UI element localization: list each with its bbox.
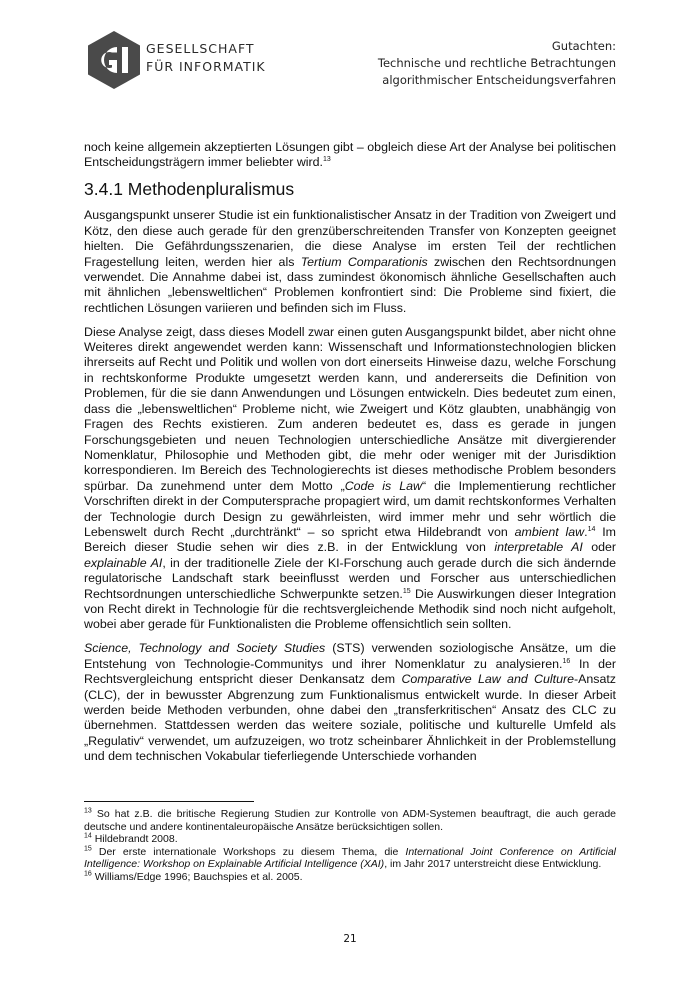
main-content <box>84 140 616 765</box>
footnote-divider <box>84 801 254 802</box>
intro-paragraph: noch keine allgemein akzeptierten Lösungen gibt – obgleich diese Art der Analyse bei politischen Entscheidungsträgern immer beliebter wird.$^{13}$ <box>84 140 616 170</box>
page-header <box>0 0 700 100</box>
footnote-ref-14[interactable]: 14 <box>587 525 596 533</box>
footnote-13: $^{13}$ So hat z.B. die britische Regierung Studien zur Kontrolle von ADM-Systemen beauftragt, die auch gerade deutsche und andere kontinentaleuropäische Ansätze berücksichtigen sollen. <box>84 807 616 833</box>
footnote-16: $^{16}$ Williams/Edge 1996; Bauchspies et al. 2005. <box>84 870 303 883</box>
footnote-15: $^{15}$ Der erste internationale Workshops zu diesem Thema, die International Joint Conference on Artificial Intelligence: Workshop on Explainable Artificial Intelligence (XAI), im Jahr 2017 unterstreicht diese Entwicklung. <box>84 845 617 871</box>
footnotes <box>84 808 616 884</box>
page-number: 21 <box>343 933 357 945</box>
footnote-ref-13[interactable]: 13 <box>322 156 331 164</box>
org-line-2: FÜR INFORMATIK <box>146 59 266 74</box>
doc-title-line-2: Technische und rechtliche Betrachtungen <box>377 56 616 70</box>
footnote-ref-15[interactable]: 15 <box>402 587 411 595</box>
org-line-1: GESELLSCHAFT <box>146 41 255 56</box>
footnote-ref-16[interactable]: 16 <box>562 657 571 665</box>
doc-title-line-3: algorithmischer Entscheidungsverfahren <box>382 73 616 87</box>
paragraph-1: Ausgangspunkt unserer Studie ist ein funktionalistischer Ansatz in der Tradition von Zweigert und Kötz, den diese auch gerade für den grenzüberschreitenden Transfer von Konzepten geeignet hielten. Die Gefährdungsszenarien, die diese Analyse im ersten Teil der rechtlichen Fragestellung leiten, werden hier als Tertium Comparationis zwischen den Rechtsordnungen verwendet. Die Annahme dabei ist, dass zumindest ökonomisch ähnliche Gesellschaften auch mit ähnlichen „lebensweltlichen“ Problemen konfrontiert sind: Die Probleme sind fixiert, die rechtlichen Lösungen variieren und befinden sich im Fluss. <box>84 208 617 315</box>
document-title <box>378 38 616 89</box>
doc-title-line-1: Gutachten: <box>551 39 616 53</box>
section-heading: 3.4.1 Methodenpluralismus <box>84 179 295 200</box>
paragraph-2: Diese Analyse zeigt, dass dieses Modell zwar einen guten Ausgangspunkt bildet, aber nicht ohne Weiteres direkt angewendet werden kann: Wissenschaft und Informationstechnologien blicken ihrerseits auf Recht und Politik und wollen von dort einerseits Hinweise dazu, welche Forschung in rechtskonforme Produkte umgesetzt werden kann, und andererseits die Definition von Problemen, für die sie dann Anwendungen und Lösungen entwickeln. Dies bedeutet zum einen, dass die „lebensweltlichen“ Probleme nicht, wie Zweigert und Kötz glaubten, unabhängig von Fragen des Rechts existieren. Zum anderen bedeutet es, dass es gerade in jungen Forschungsgebieten und neuen Technologien unterschiedliche Ansätze mit divergierender Nomenklatur, Philosophie und Methoden gibt, die mehr oder weniger mit der Jurisdiktion korrespondieren. Im Bereich des Technologierechts ist dieses methodische Problem besonders spürbar. Da zunehmend unter dem Motto „Code is Law“ die Implementierung rechtlicher Vorschriften direkt in der Computersprache propagiert wird, um damit rechtskonformes Verhalten der Technologie durch Design zu gewährleisten, wird immer mehr und sehr wörtlich die Lebenswelt durch Recht „durchtränkt“ – so spricht etwa Hildebrandt von ambient law.$^{14}$ Im Bereich dieser Studie sehen wir dies z.B. in der Entwicklung von interpretable AI oder explainable AI, in der traditionelle Ziele der KI-Forschung auch gerade durch die sich ändernde regulatorische Landschaft stark beeinflusst werden und Forscher aus unterschiedlichen Rechtsordnungen unterschiedliche Schwerpunkte setzen.$^{15}$ Die Auswirkungen dieser Integration von Recht direkt in Technologie für die rechtsvergleichende Methodik sind noch nicht aufgeholt, wobei aber gerade für Funktionalisten die Probleme offensichtlich sein sollten. <box>84 324 617 632</box>
gi-logo-icon <box>84 30 144 90</box>
organization-name <box>146 40 266 76</box>
footnote-14: $^{14}$ Hildebrandt 2008. <box>84 832 178 846</box>
paragraph-3: Science, Technology and Society Studies (STS) verwenden soziologische Ansätze, um die Entstehung von Technologie-Communitys und ihrer Nomenklatur zu analysieren.$^{16}$ In der Rechtsvergleichung entspricht dieser Denkansatz dem Comparative Law and Culture-Ansatz (CLC), der in bewusster Abgrenzung zum Funktionalismus entwickelt wurde. In dieser Arbeit werden beide Methoden verbunden, ohne dabei den „transferkritischen“ Ansatz des CLC zu übernehmen. Stattdessen werden das weitere soziale, politische und kulturelle Umfeld als „Regulativ“ verwendet, um aufzuzeigen, wo trotz scheinbarer Ähnlichkeit in der Problemstellung und dem technischen Vokabular tieferliegende Unterschiede vorhanden <box>84 641 616 764</box>
